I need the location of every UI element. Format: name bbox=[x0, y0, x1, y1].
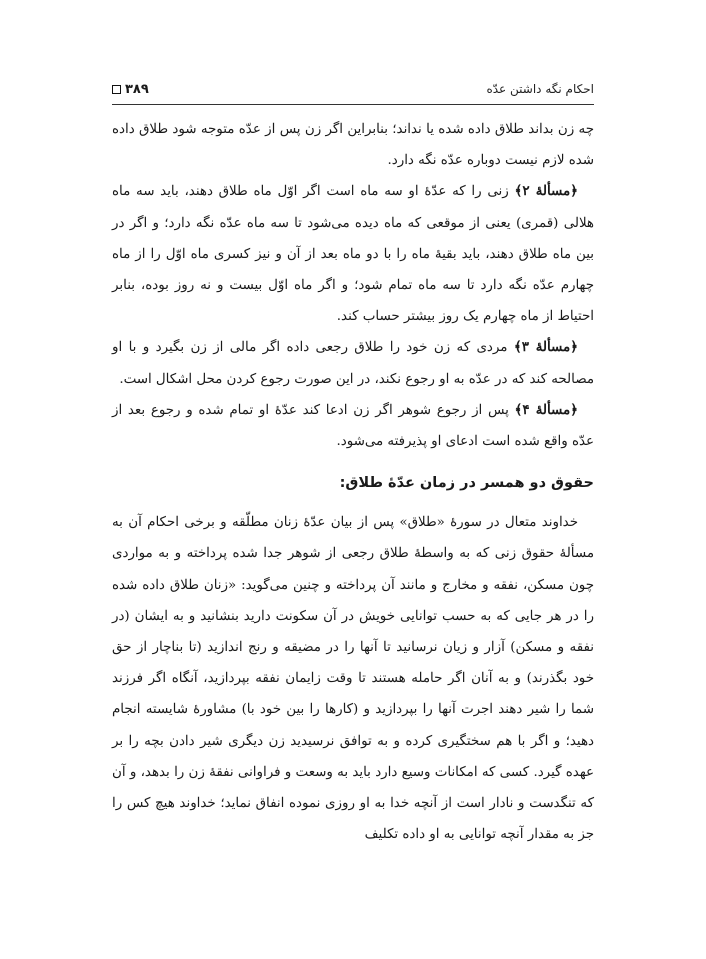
running-header-title: احکام نگه داشتن عدّه bbox=[486, 82, 594, 96]
paragraph-continuation: چه زن بداند طلاق داده شده یا نداند؛ بنابراین اگر زن پس از عدّه متوجه شود طلاق داده شده لازم نیست دوباره عدّه نگه دارد. bbox=[112, 122, 594, 169]
issue-2-label: ﴿مسألهٔ ۲﴾ bbox=[514, 183, 578, 200]
running-header bbox=[112, 78, 594, 100]
issue-3-text: مردی که زن خود را طلاق رجعی داده اگر مالی از زن بگیرد و با او مصالحه کند که در عدّه به او رجوع نکند، در این صورت رجوع کردن محل اشکال است. bbox=[112, 340, 594, 387]
section-paragraph: خداوند متعال در سورهٔ «طلاق» پس از بیان عدّهٔ زنان مطلّقه و برخی احکام آن به مسألهٔ حقوق زنی که به واسطهٔ طلاق رجعی از شوهر جدا شده پرداخته و به مواردی چون مسکن، نفقه و مخارج و مانند آن پرداخته و چنین می‌گوید: «زنان طلاق داده شده را در هر جایی که به حسب توانایی خویش در آن سکونت دارید بنشانید و به ایشان (در نفقه و مسکن) آزار و زیان نرسانید تا آنها را در مضیقه و رنج اندازید (تا بناچار از حق خود بگذرند) و به آنان اگر حامله هستند تا وقت زایمان نفقه بپردازید، آنگاه اگر فرزند شما را شیر دهند اجرت آنها را بپردازید و (کارها را بین خود با) مشاورهٔ شایسته انجام دهید؛ و اگر با هم سختگیری کرده و به توافق نرسیدید زن دیگری شیر دادن بچه را بر عهده گیرد. کسی که امکانات وسیع دارد باید به وسعت و فراوانی نفقهٔ زن را بدهد، و آن که تنگدست و نادار است از آنچه خدا به او روزی نموده انفاق نماید؛ خداوند هیچ کس را جز به مقدار آنچه توانایی به او داده تکلیف bbox=[112, 515, 594, 843]
issue-3-label: ﴿مسألهٔ ۳﴾ bbox=[513, 339, 578, 356]
page-number bbox=[112, 82, 149, 97]
issue-2-paragraph bbox=[112, 176, 594, 332]
issue-4-text: پس از رجوع شوهر اگر زن ادعا کند عدّهٔ او تمام شده و رجوع بعد از عدّه واقع شده است ادعای او پذیرفته می‌شود. bbox=[112, 402, 594, 450]
issue-2-text: زنی را که عدّهٔ او سه ماه است اگر اوّل ماه طلاق دهند، باید سه ماه هلالی (قمری) یعنی از موقعی که ماه دیده می‌شود تا سه ماه عدّه نگه دارد؛ و اگر در بین ماه طلاق دهند، باید بقیهٔ ماه را با دو ماه بعد از آن و نیز کسری ماه اوّل را از ماه چهارم عدّه نگه دارد تا سه ماه تمام شود؛ و اگر ماه اوّل بیست و نه روز بوده، بنابر احتیاط از ماه چهارم یک روز بیشتر حساب کند. bbox=[112, 184, 594, 325]
issue-3-paragraph bbox=[112, 332, 594, 394]
page-body bbox=[112, 114, 594, 850]
issue-4-paragraph bbox=[112, 395, 594, 457]
square-outline-icon bbox=[112, 85, 121, 94]
header-divider bbox=[112, 104, 594, 105]
page-number-value: ۳۸۹ bbox=[125, 81, 149, 97]
issue-4-label: ﴿مسألهٔ ۴﴾ bbox=[514, 401, 579, 418]
section-heading: حقوق دو همسر در زمان عدّهٔ طلاق: bbox=[339, 475, 594, 492]
